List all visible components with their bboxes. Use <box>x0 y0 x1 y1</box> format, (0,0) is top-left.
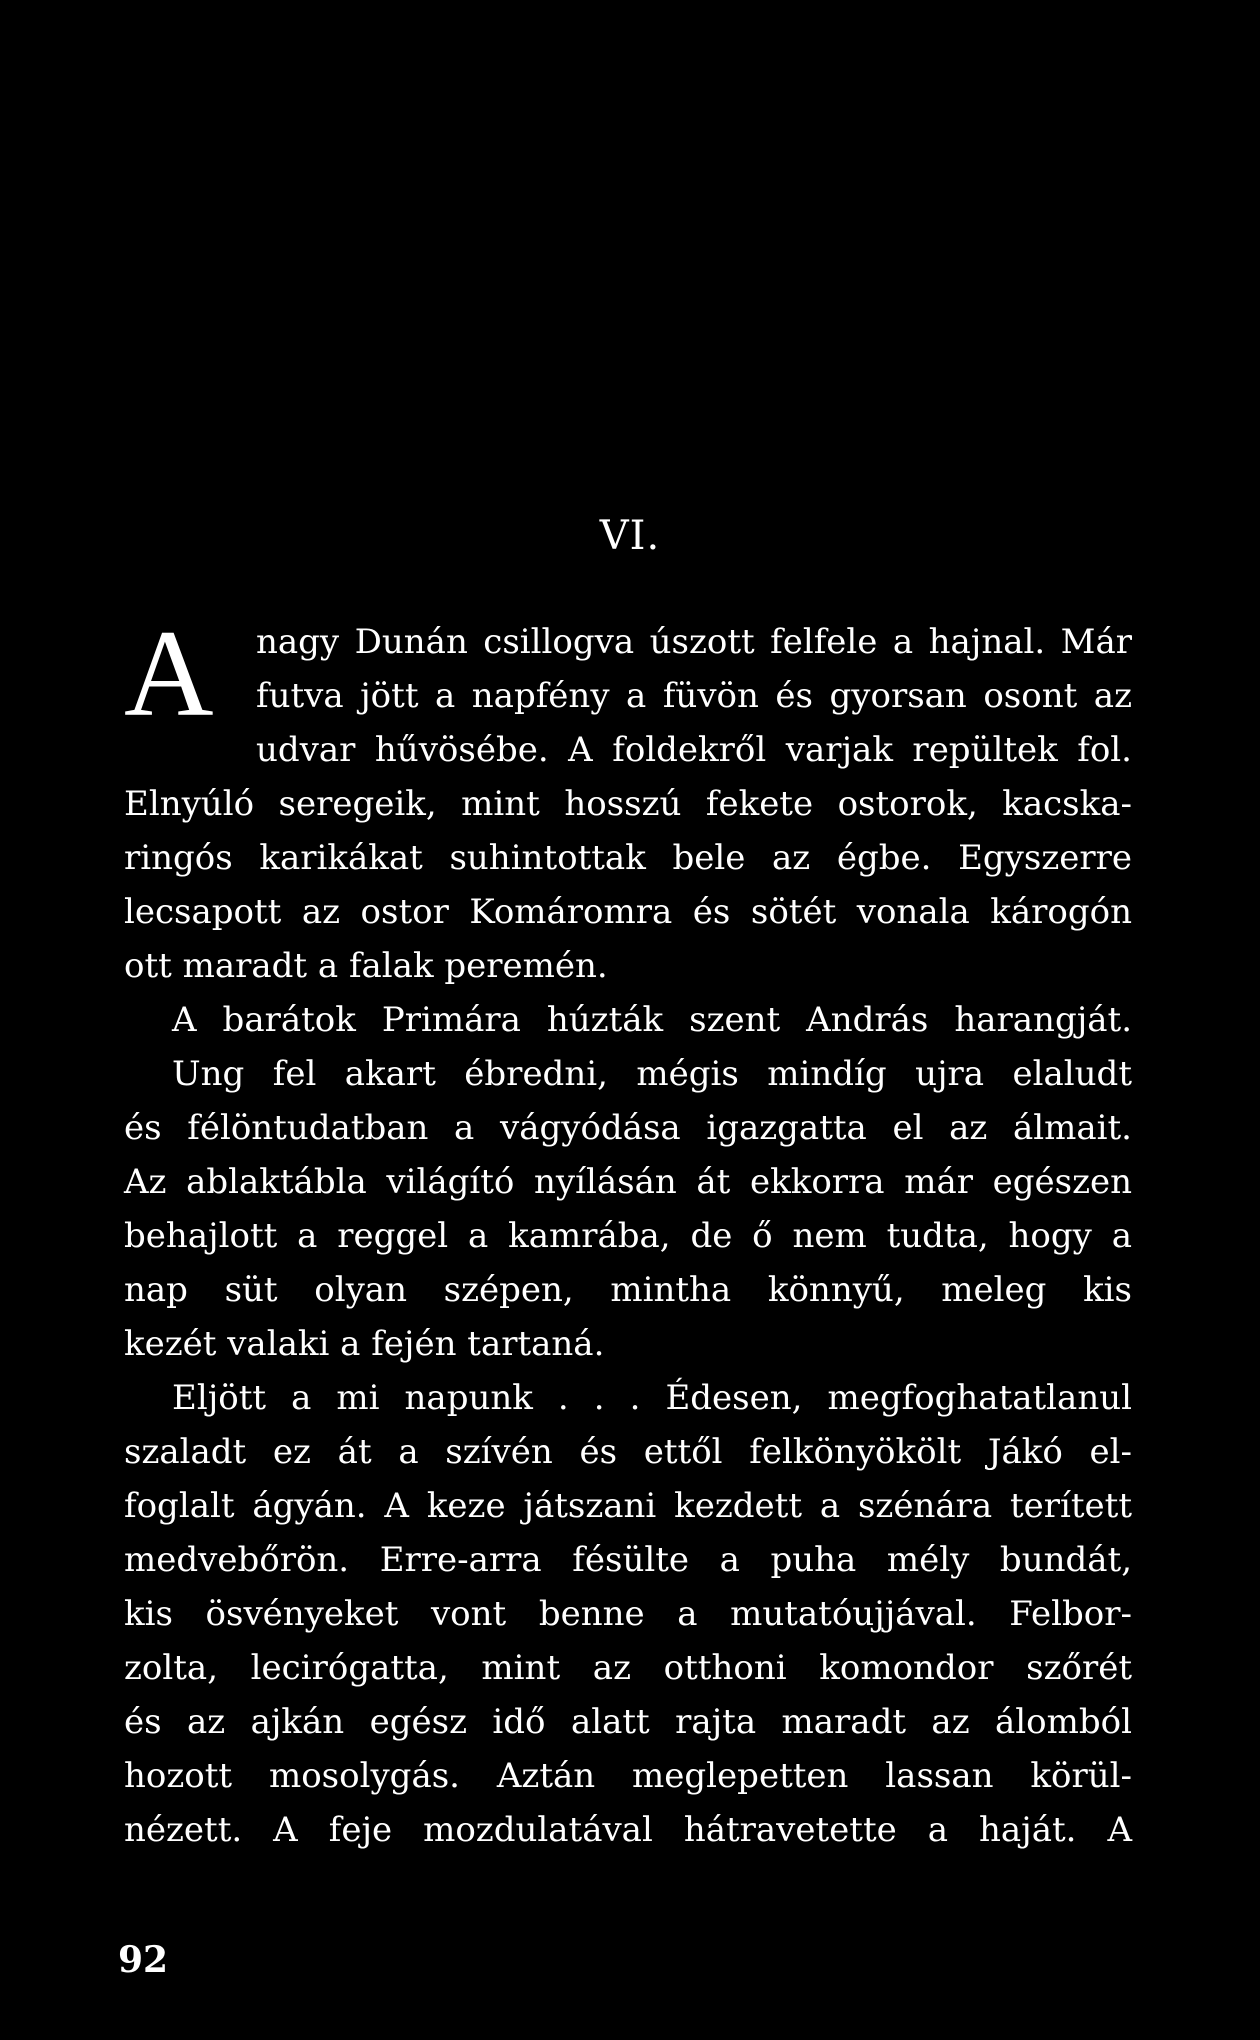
text-line: behajlott a reggel a kamrába, de ő nem tudta, hogy a <box>124 1216 1132 1256</box>
text-line: és félöntudatban a vágyódása igazgatta el az álmait. <box>124 1108 1132 1148</box>
text-line: és az ajkán egész idő alatt rajta maradt az álomból <box>124 1702 1132 1742</box>
text-line: szaladt ez át a szívén és ettől felkönyökölt Jákó el- <box>124 1432 1132 1472</box>
text-line: nap süt olyan szépen, mintha könnyű, meleg kis <box>124 1270 1132 1310</box>
text-line: foglalt ágyán. A keze játszani kezdett a szénára terített <box>124 1486 1132 1526</box>
text-line: futva jött a napfény a füvön és gyorsan osont az <box>256 676 1132 716</box>
text-line: nézett. A feje mozdulatával hátravetette a haját. A <box>124 1810 1132 1850</box>
text-line: medvebőrön. Erre-arra fésülte a puha mély bundát, <box>124 1540 1132 1580</box>
text-line: zolta, lecirógatta, mint az otthoni komondor szőrét <box>124 1648 1132 1688</box>
text-line: A barátok Primára húzták szent András harangját. <box>172 1000 1132 1040</box>
page-number: 92 <box>118 1939 169 1981</box>
text-line: Elnyúló seregeik, mint hosszú fekete ostorok, kacska- <box>124 784 1132 824</box>
text-line: kezét valaki a fején tartaná. <box>124 1324 605 1364</box>
text-line: lecsapott az ostor Komáromra és sötét vonala károgón <box>124 892 1132 932</box>
drop-cap-letter: A <box>124 605 214 742</box>
text-line: Ung fel akart ébredni, mégis mindíg ujra elaludt <box>172 1054 1132 1094</box>
text-line: ringós karikákat suhintottak bele az égbe. Egyszerre <box>124 838 1132 878</box>
text-line: udvar hűvösébe. A foldekről varjak repültek fol. <box>256 730 1132 770</box>
text-line: hozott mosolygás. Aztán meglepetten lassan körül- <box>124 1756 1132 1796</box>
chapter-title: VI. <box>599 513 661 559</box>
text-line: Az ablaktábla világító nyílásán át ekkorra már egészen <box>124 1162 1132 1202</box>
text-line: kis ösvényeket vont benne a mutatóujjával. Felbor- <box>124 1594 1132 1634</box>
text-line: nagy Dunán csillogva úszott felfele a hajnal. Már <box>256 622 1132 662</box>
text-line: ott maradt a falak peremén. <box>124 946 608 986</box>
text-line: Eljött a mi napunk . . . Édesen, megfoghatatlanul <box>172 1378 1132 1418</box>
